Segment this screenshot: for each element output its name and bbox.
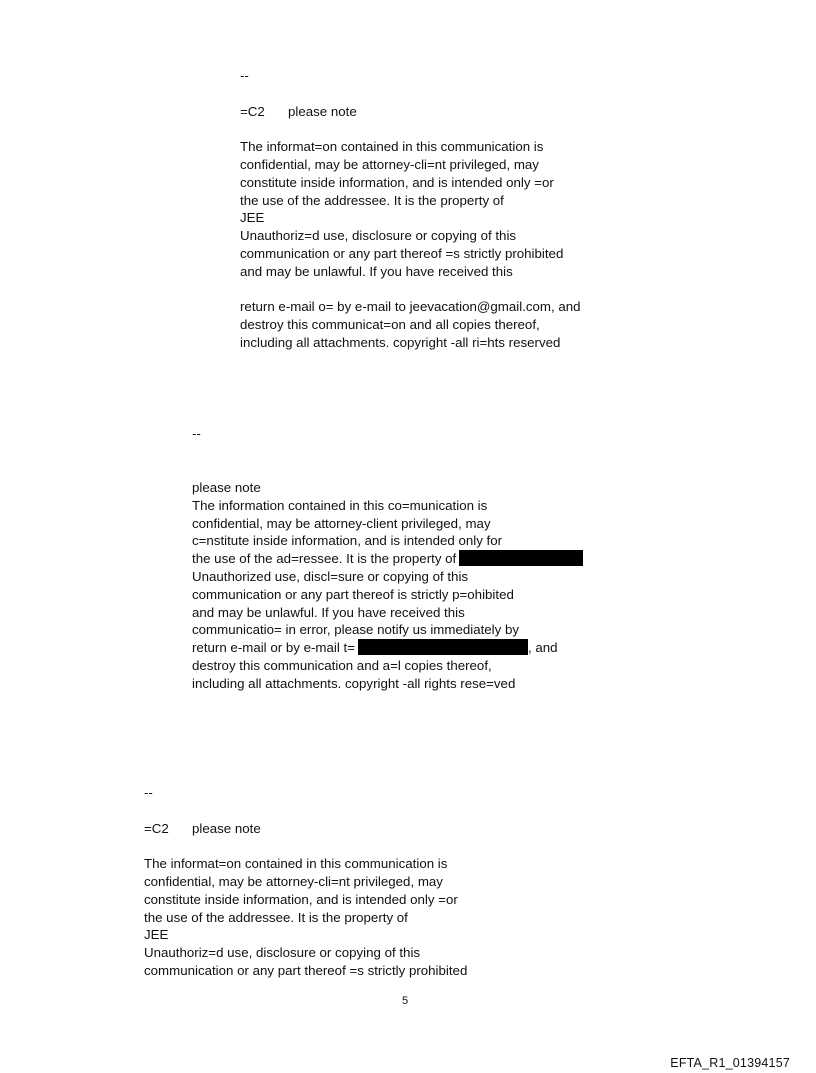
note-label: please note — [192, 480, 261, 495]
disclaimer-text: the use of the ad=ressee. It is the property of — [192, 551, 457, 567]
disclaimer-line — [192, 639, 583, 657]
separator-dashes: -- — [240, 68, 249, 83]
disclaimer-line: communication or any part thereof =s strictly prohibited — [240, 245, 564, 261]
disclaimer-line: the use of the addressee. It is the property of — [144, 909, 408, 925]
disclaimer-line: Unauthorized use, discl=sure or copying of this — [192, 568, 469, 584]
separator-dashes: -- — [192, 426, 201, 441]
note-label: please note — [192, 820, 261, 836]
redaction-block — [459, 550, 583, 566]
document-id: EFTA_R1_01394157 — [670, 1056, 790, 1070]
note-heading — [240, 103, 581, 121]
disclaimer-line: communication or any part thereof =s strictly prohibited — [144, 962, 468, 978]
c2-marker: =C2 — [240, 103, 265, 119]
disclaimer-line: confidential, may be attorney-cli=nt privileged, may — [144, 873, 443, 889]
disclaimer-line: constitute inside information, and is intended only =or — [240, 174, 554, 190]
disclaimer-line: The informat=on contained in this communication is — [144, 856, 448, 872]
note-label: please note — [288, 103, 357, 119]
quoted-disclaimer-1 — [240, 67, 581, 352]
disclaimer-line: c=nstitute inside information, and is intended only for — [192, 533, 503, 549]
quoted-disclaimer-3 — [144, 784, 467, 980]
separator-dashes: -- — [144, 785, 153, 800]
disclaimer-line: JEE — [144, 927, 169, 943]
disclaimer-line: return e-mail o= by e-mail to jeevacation@gmail.com, and — [240, 299, 581, 315]
disclaimer-line: including all attachments. copyright -all ri=hts reserved — [240, 334, 561, 350]
page-number: 5 — [402, 995, 409, 1007]
disclaimer-text: return e-mail or by e-mail t= — [192, 640, 355, 656]
disclaimer-line — [192, 550, 583, 568]
redaction-block — [358, 639, 528, 655]
disclaimer-line: The informat=on contained in this communication is — [240, 139, 544, 155]
disclaimer-line: confidential, may be attorney-cli=nt privileged, may — [240, 156, 539, 172]
disclaimer-text: , and — [527, 640, 558, 656]
disclaimer-line: Unauthoriz=d use, disclosure or copying of this — [144, 945, 421, 961]
disclaimer-line: the use of the addressee. It is the property of — [240, 192, 504, 208]
c2-marker: =C2 — [144, 820, 169, 836]
disclaimer-line: Unauthoriz=d use, disclosure or copying of this — [240, 228, 517, 244]
disclaimer-line: confidential, may be attorney-client privileged, may — [192, 515, 491, 531]
disclaimer-line: communication or any part thereof is strictly p=ohibited — [192, 586, 514, 602]
note-heading — [144, 820, 467, 838]
disclaimer-line: communicatio= in error, please notify us immediately by — [192, 622, 520, 638]
disclaimer-line: JEE — [240, 210, 265, 226]
quoted-disclaimer-2-separator — [192, 425, 201, 443]
disclaimer-line: destroy this communication and a=l copies thereof, — [192, 657, 492, 673]
disclaimer-line: constitute inside information, and is intended only =or — [144, 891, 458, 907]
disclaimer-line: including all attachments. copyright -all rights rese=ved — [192, 675, 516, 691]
disclaimer-line: The information contained in this co=munication is — [192, 497, 488, 513]
disclaimer-line: and may be unlawful. If you have received this — [240, 263, 513, 279]
quoted-disclaimer-2 — [192, 479, 583, 693]
disclaimer-line: destroy this communicat=on and all copies thereof, — [240, 317, 540, 333]
disclaimer-line: and may be unlawful. If you have received this — [192, 604, 465, 620]
